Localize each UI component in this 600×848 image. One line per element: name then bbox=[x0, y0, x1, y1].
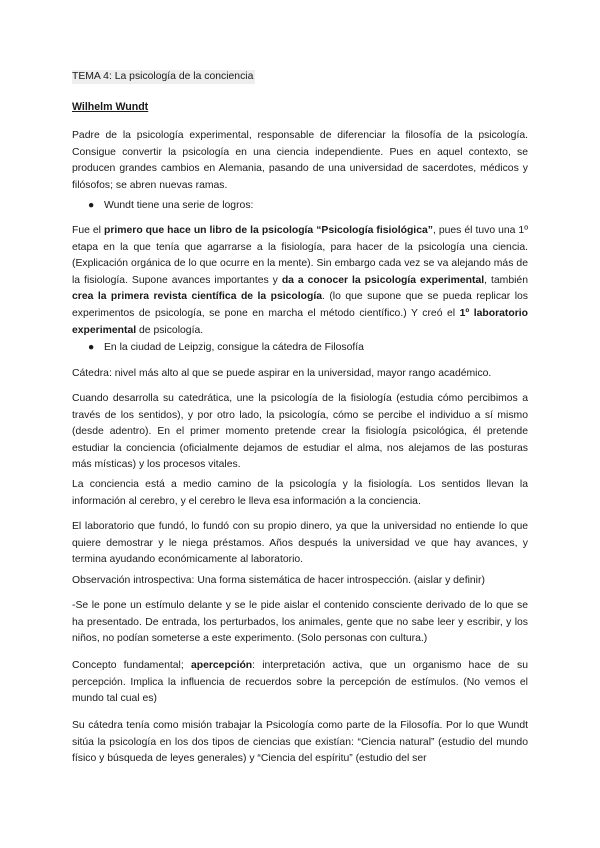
bullet-icon: ● bbox=[88, 342, 95, 353]
key-term: primero que hace un libro de la psicología “Psicología fisiológica” bbox=[104, 225, 433, 236]
paragraph-conciencia bbox=[72, 477, 528, 510]
key-term: 1º laboratorio experimental bbox=[72, 307, 528, 336]
text-run: , también bbox=[484, 274, 528, 286]
paragraph-observacion bbox=[72, 573, 528, 590]
text-run: : interpretación activa, que un organismo hace de su percepción. Implica la influencia de recuerdos sobre la percepción de estímulos. (No vemos el mundo tal cual es) bbox=[72, 660, 528, 705]
text-run: , pues él tuvo una 1º etapa en la que tenía que agarrarse a la fisiología, para hacer de la psicología una ciencia. (Explicación orgánica de lo que ocurre en la mente). Sin embargo cada vez se va alejando más de la fisiología. Supone avances importantes y bbox=[72, 225, 528, 286]
paragraph-mision bbox=[72, 718, 528, 768]
bullet-item-leipzig bbox=[88, 341, 364, 355]
paragraph-text: La conciencia está a medio camino de la psicología y la fisiología. Los sentidos llevan la información al cerebro, y el cerebro le lleva esa información a la conciencia. bbox=[72, 479, 528, 507]
bullet-text: Wundt tiene una serie de logros: bbox=[104, 200, 254, 211]
paragraph-text: -Se le pone un estímulo delante y se le pide aislar el contenido consciente derivado de lo que se ha presentado. De entrada, los perturbados, los animales, gente que no sabe leer y escribir, y los niños, no podían someterse a este experimento. (Solo personas con cultura.) bbox=[72, 600, 528, 645]
paragraph-text: Su cátedra tenía como misión trabajar la Psicología como parte de la Filosofía. Por lo que Wundt sitúa la psicología en los dos tipos de ciencias que existían: “Ciencia natural” (estudio del mundo físico y búsqueda de leyes generales) y “Ciencia del espíritu” (estudio del ser bbox=[72, 720, 528, 765]
page-title: TEMA 4: La psicología de la conciencia bbox=[72, 71, 254, 82]
paragraph-estimulo bbox=[72, 598, 528, 648]
paragraph-text: El laboratorio que fundó, lo fundó con su propio dinero, ya que la universidad no entiende lo que quiere demostrar y le niega préstamos. Años después la universidad ve que hay avances, y termina ayudando económicamente al laboratorio. bbox=[72, 521, 528, 566]
paragraph-text: Cuando desarrolla su catedrática, une la psicología de la fisiología (estudia cómo percibimos a través de los sentidos), y por otro lado, la psicología, cómo se percibe el individuo a sí mismo (desde adentro). En el primer momento pretende crear la fisiología psicológica, él pretende estudiar la conciencia (oficialmente dejamos de estudiar el alma, nos alejamos de las posturas más místicas) y los procesos vitales. bbox=[72, 393, 528, 471]
paragraph-catedra bbox=[72, 366, 528, 383]
bullet-icon: ● bbox=[88, 200, 95, 211]
paragraph-text: Cátedra: nivel más alto al que se puede aspirar en la universidad, mayor rango académico. bbox=[72, 368, 492, 379]
key-term: da a conocer la psicología experimental bbox=[281, 274, 485, 286]
key-term: apercepción bbox=[190, 660, 253, 671]
paragraph-text: Padre de la psicología experimental, responsable de diferenciar la filosofía de la psicología. Consigue convertir la psicología en una ciencia independiente. Pues en aquel contexto, se producen grandes cambios en Alemania, pasando de una universidad de sacerdotes, médicos y filósofos; se abren nuevas ramas. bbox=[72, 130, 528, 191]
bullet-text: En la ciudad de Leipzig, consigue la cátedra de Filosofía bbox=[104, 342, 364, 353]
key-term: crea la primera revista científica de la psicología bbox=[72, 291, 323, 303]
paragraph-laboratorio bbox=[72, 519, 528, 569]
paragraph-logros bbox=[72, 223, 528, 339]
paragraph-apercepcion bbox=[72, 658, 528, 708]
text-run: Fue el bbox=[72, 225, 104, 236]
paragraph-text bbox=[72, 223, 528, 339]
paragraph-text bbox=[72, 658, 528, 708]
text-run: de psicología. bbox=[136, 324, 204, 336]
section-heading: Wilhelm Wundt bbox=[72, 101, 149, 113]
paragraph-intro bbox=[72, 128, 528, 194]
paragraph-text: Observación introspectiva: Una forma sistemática de hacer introspección. (aislar y definir) bbox=[72, 575, 485, 586]
paragraph-catedratica bbox=[72, 391, 528, 474]
text-run: . (lo que supone que se pueda replicar los experimentos de psicología, se pone en marcha el método científico.) Y creó el bbox=[72, 291, 528, 319]
bullet-item-logros bbox=[88, 199, 253, 213]
text-run: Concepto fundamental; bbox=[72, 660, 191, 671]
